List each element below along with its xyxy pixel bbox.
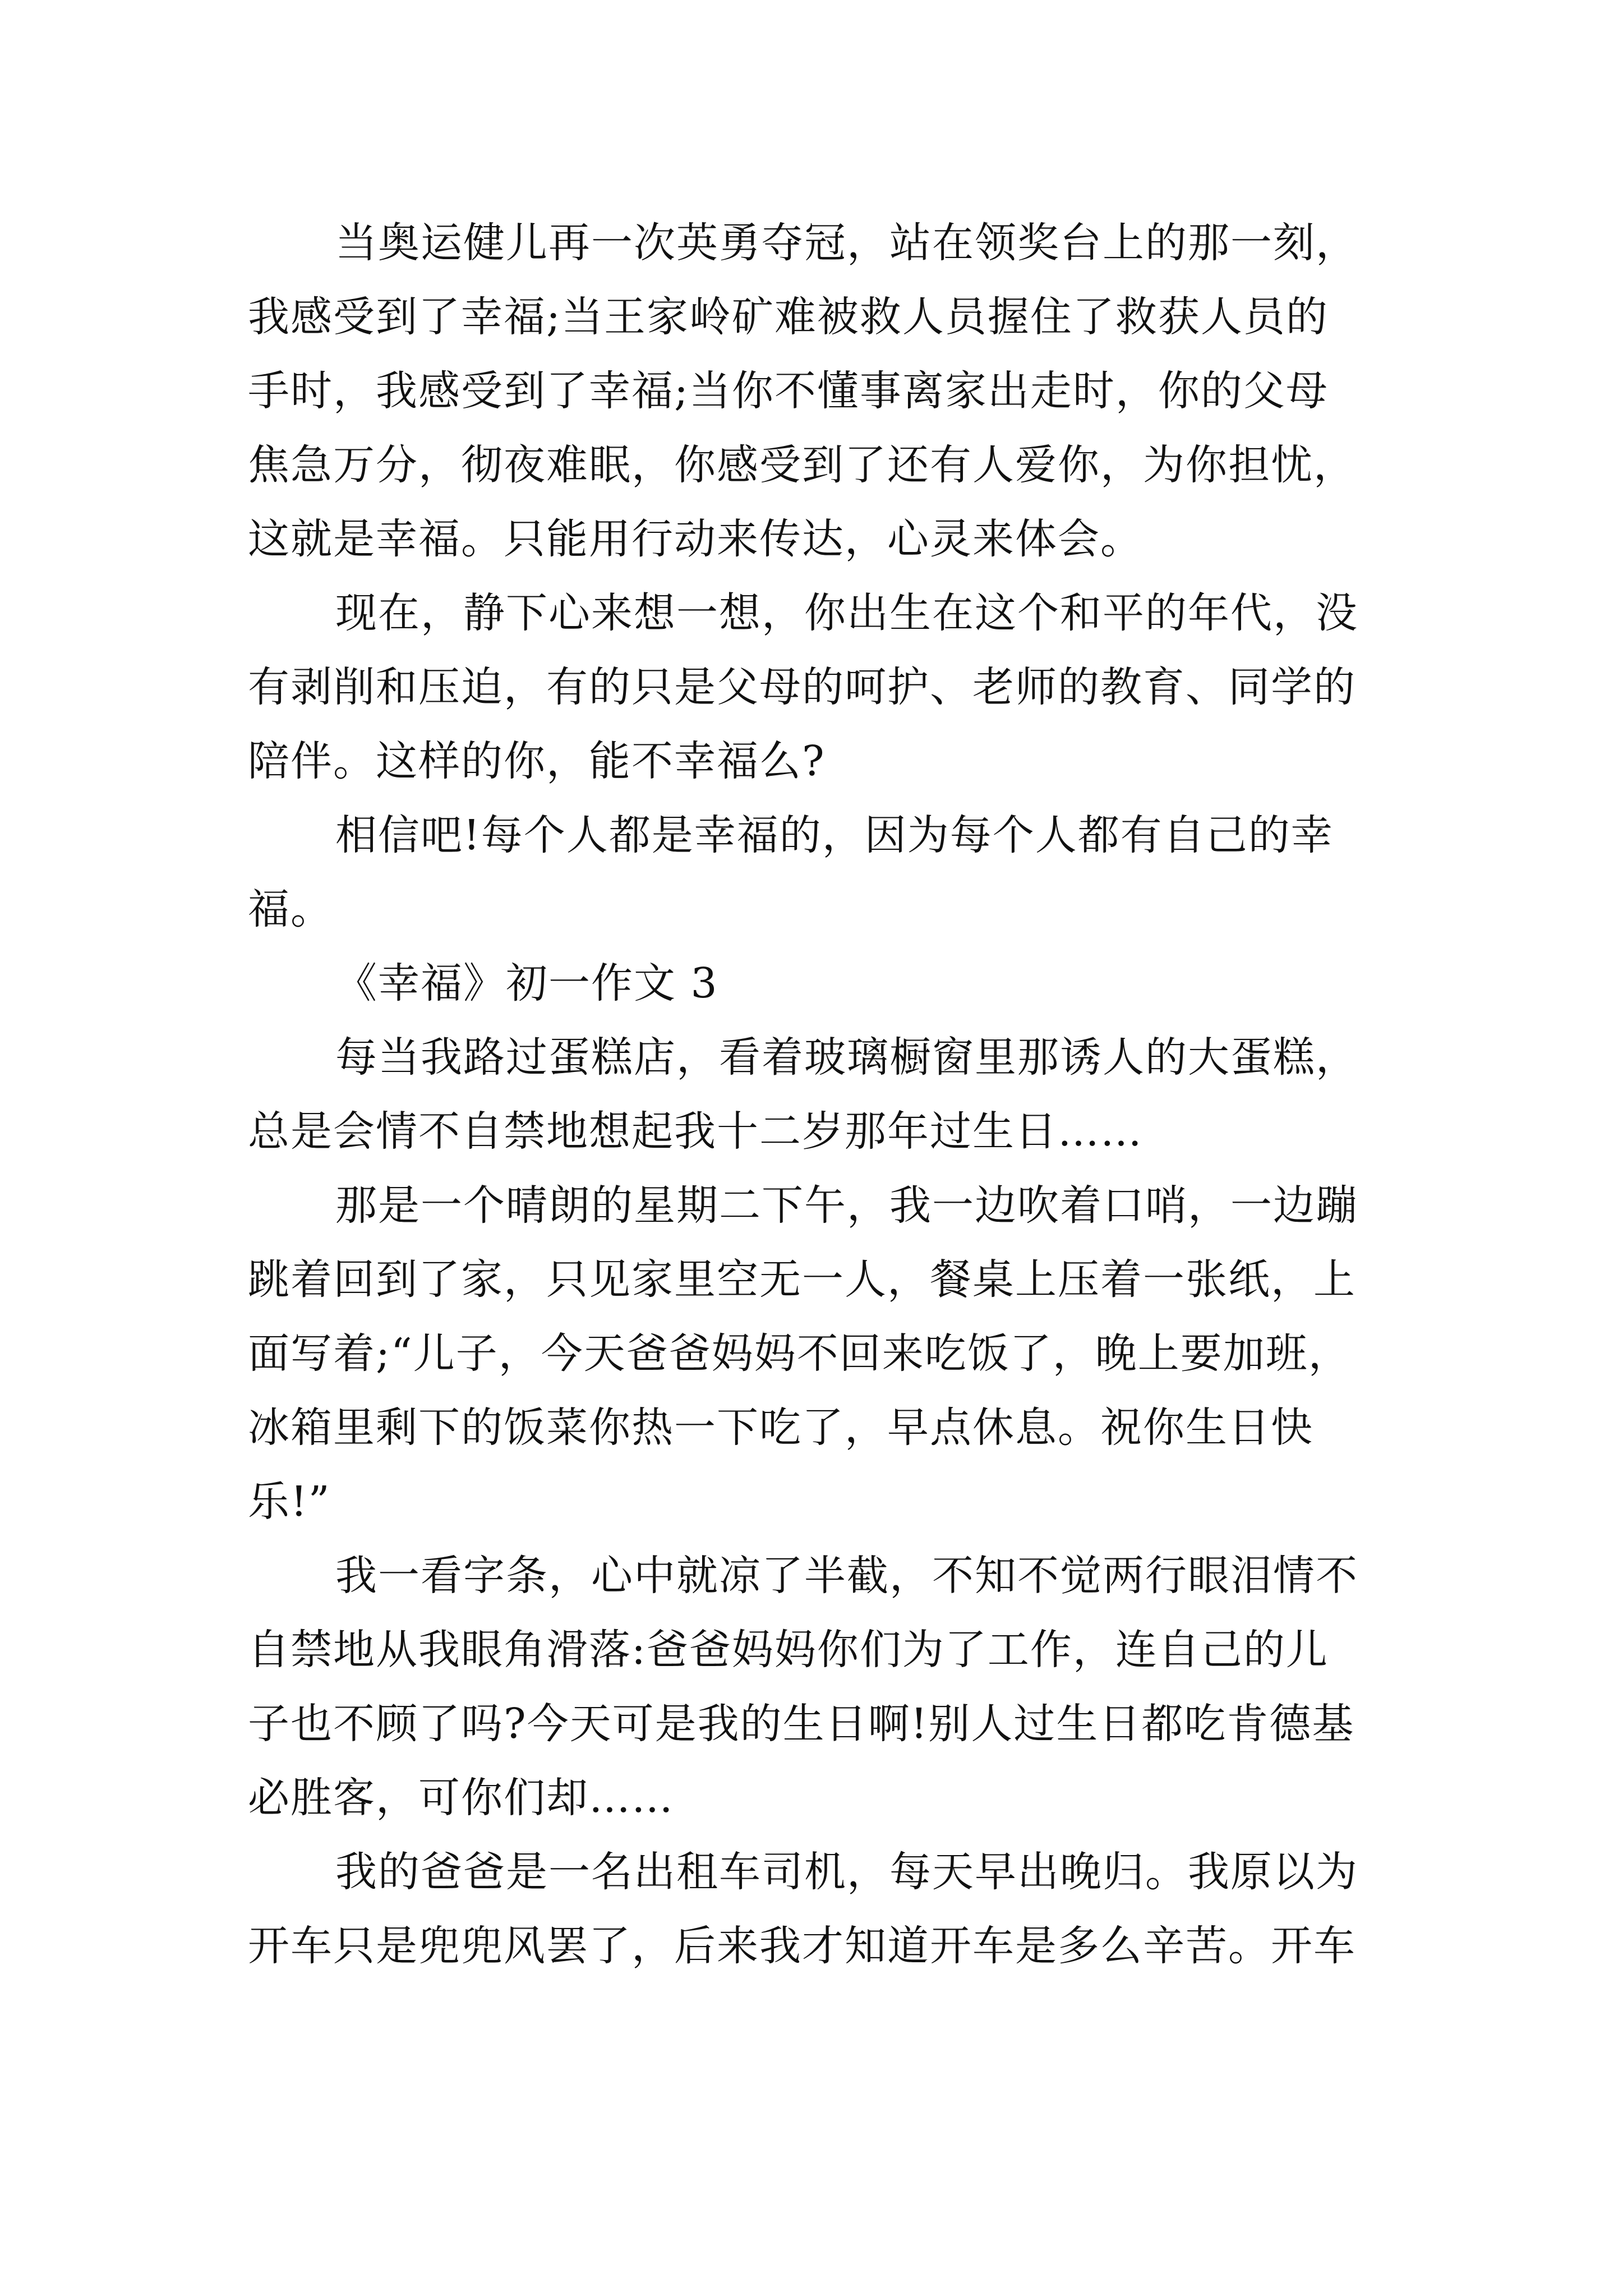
text-line: 自禁地从我眼角滑落:爸爸妈妈你们为了工作，连自己的儿 bbox=[248, 1626, 1329, 1674]
text-line: 我的爸爸是一名出租车司机，每天早出晚归。我原以为 bbox=[335, 1848, 1358, 1896]
text-line: 必胜客，可你们却…… bbox=[248, 1774, 674, 1822]
text-line: 相信吧!每个人都是幸福的，因为每个人都有自己的幸 bbox=[335, 811, 1334, 859]
text-line: 每当我路过蛋糕店，看着玻璃橱窗里那诱人的大蛋糕， bbox=[335, 1033, 1358, 1082]
text-line: 总是会情不自禁地想起我十二岁那年过生日…… bbox=[248, 1107, 1143, 1156]
text-line: 乐!” bbox=[248, 1478, 331, 1526]
text-line: 子也不顾了吗?今天可是我的生日啊!别人过生日都吃肯德基 bbox=[248, 1700, 1355, 1748]
text-line: 跳着回到了家，只见家里空无一人，餐桌上压着一张纸，上 bbox=[248, 1255, 1356, 1304]
text-line: 手时，我感受到了幸福;当你不懂事离家出走时，你的父母 bbox=[248, 367, 1329, 415]
section-heading: 《幸福》初一作文 3 bbox=[335, 959, 718, 1007]
text-line: 有剥削和压迫，有的只是父母的呵护、老师的教育、同学的 bbox=[248, 663, 1356, 711]
text-line: 福。 bbox=[248, 885, 333, 933]
text-line: 当奥运健儿再一次英勇夺冠，站在领奖台上的那一刻， bbox=[335, 219, 1358, 267]
text-line: 陪伴。这样的你，能不幸福么? bbox=[248, 737, 826, 785]
text-line: 那是一个晴朗的星期二下午，我一边吹着口哨，一边蹦 bbox=[335, 1181, 1358, 1230]
text-line: 我感受到了幸福;当王家岭矿难被救人员握住了救获人员的 bbox=[248, 293, 1329, 341]
text-line: 这就是幸福。只能用行动来传达，心灵来体会。 bbox=[248, 515, 1143, 563]
text-line: 面写着;“儿子，今天爸爸妈妈不回来吃饭了，晚上要加班， bbox=[248, 1329, 1351, 1378]
text-line: 焦急万分，彻夜难眠，你感受到了还有人爱你，为你担忧， bbox=[248, 441, 1356, 489]
text-line: 开车只是兜兜风罢了，后来我才知道开车是多么辛苦。开车 bbox=[248, 1922, 1356, 1970]
text-line: 我一看字条，心中就凉了半截，不知不觉两行眼泪情不 bbox=[335, 1552, 1358, 1600]
text-line: 冰箱里剩下的饭菜你热一下吃了，早点休息。祝你生日快 bbox=[248, 1404, 1313, 1452]
text-line: 现在，静下心来想一想，你出生在这个和平的年代，没 bbox=[335, 589, 1358, 637]
